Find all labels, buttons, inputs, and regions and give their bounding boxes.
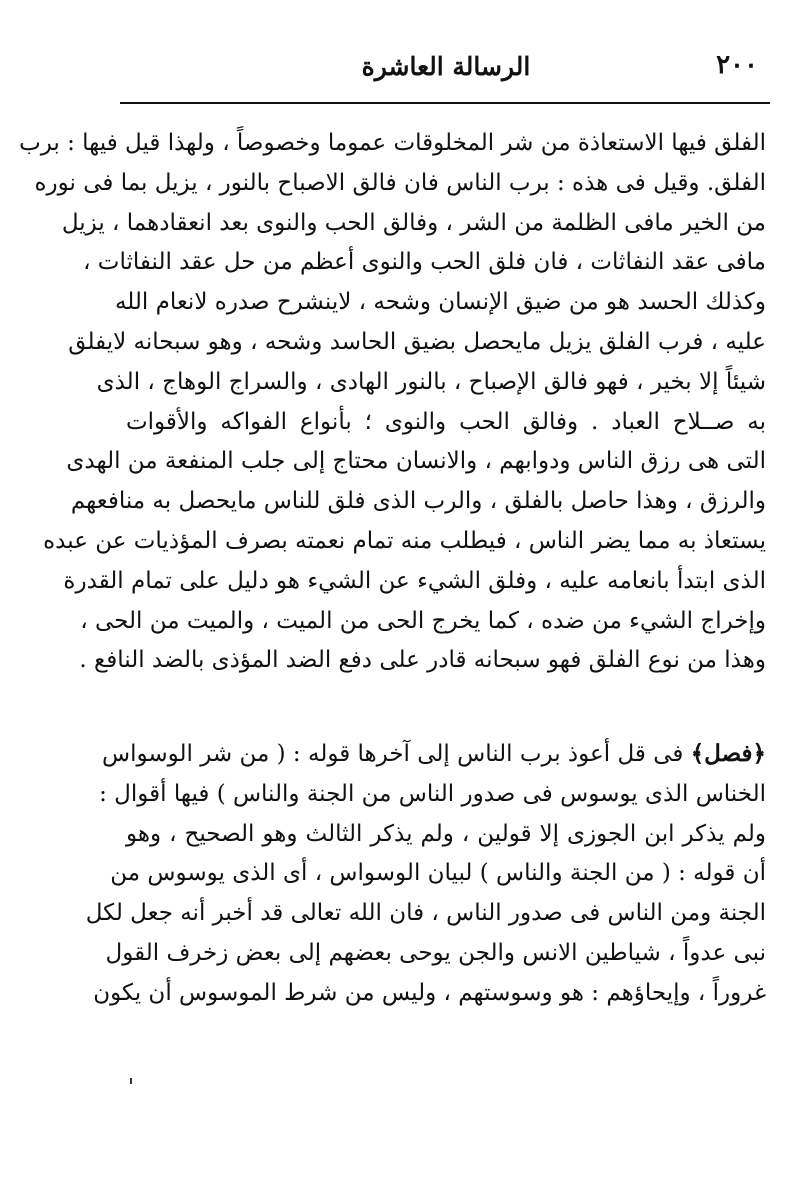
text-line: الفلق. وقيل فى هذه : برب الناس فان فالق الاصباح بالنور ، يزيل بما فى نوره	[34, 169, 766, 196]
text-line: شيئاً إلا بخير ، فهو فالق الإصباح ، بالنور الهادى ، والسراج الوهاج ، الذى	[96, 368, 766, 395]
text-line: نبى عدواً ، شياطين الانس والجن يوحى بعضهم إلى بعض زخرف القول	[105, 939, 766, 966]
text-line: به صــلاح العباد . وفالق الحب والنوى ؛ بأنواع الفواكه والأقوات	[126, 408, 766, 435]
page-header	[124, 50, 768, 94]
text-line	[102, 734, 766, 775]
text-line: مافى عقد النفاثات ، فان فلق الحب والنوى أعظم من حل عقد النفاثات ،	[83, 249, 766, 276]
text-line: أن قوله : ( من الجنة والناس ) لبيان الوسواس ، أى الذى يوسوس من	[110, 860, 766, 887]
text-line: ولم يذكر ابن الجوزى إلا قولين ، ولم يذكر الثالث وهو الصحيح ، وهو	[126, 820, 766, 847]
paragraph-2	[85, 734, 766, 1014]
text-line: الفلق فيها الاستعاذة من شر المخلوقات عموما وخصوصاً ، ولهذا قيل فيها : برب	[19, 130, 766, 156]
paragraph-1	[19, 124, 766, 681]
text-line: عليه ، فرب الفلق يزيل مايحصل بضيق الحاسد وشحه ، وهو سبحانه لايفلق	[68, 328, 766, 355]
text-line: وهذا من نوع الفلق فهو سبحانه قادر على دفع الضد المؤذى بالضد النافع .	[79, 647, 766, 674]
text-line: والرزق ، وهذا حاصل بالفلق ، والرب الذى فلق للناس مايحصل به منافعهم	[70, 488, 766, 515]
text-line: الجنة ومن الناس فى صدور الناس ، فان الله تعالى قد أخبر أنه جعل لكل	[85, 900, 766, 927]
margin-mark	[130, 1078, 132, 1084]
text-line: يستعاذ به مما يضر الناس ، فيطلب منه تمام نعمته بصرف المؤذيات عن عبده	[43, 527, 766, 554]
section-first-line-text: فى قل أعوذ برب الناس إلى آخرها قوله : ( من شر الوسواس	[102, 741, 684, 767]
text-line: الخناس الذى يوسوس فى صدور الناس من الجنة والناس ) فيها أقوال :	[99, 780, 766, 807]
text-line: الذى ابتدأ بانعامه عليه ، وفلق الشيء عن الشيء هو دليل على تمام القدرة	[63, 567, 766, 594]
header-rule	[120, 102, 770, 104]
text-line: من الخير مافى الظلمة من الشر ، وفالق الحب والنوى بعد انعقادهما ، يزيل	[61, 209, 766, 236]
text-line: وإخراج الشيء من ضده ، كما يخرج الحى من الميت ، والميت من الحى ،	[80, 607, 766, 634]
section-label-fasl: ﴿فصل﴾	[690, 740, 766, 767]
text-line: وكذلك الحسد هو من ضيق الإنسان وشحه ، لاينشرح صدره لانعام الله	[114, 289, 766, 316]
text-line: غروراً ، وإيحاؤهم : هو وسوستهم ، وليس من شرط الموسوس أن يكون	[93, 979, 766, 1006]
page-number: ٢٠٠	[716, 50, 758, 80]
text-line: التى هى رزق الناس ودوابهم ، والانسان محتاج إلى جلب المنفعة من الهدى	[66, 448, 766, 475]
running-title: الرسالة العاشرة	[361, 52, 531, 81]
